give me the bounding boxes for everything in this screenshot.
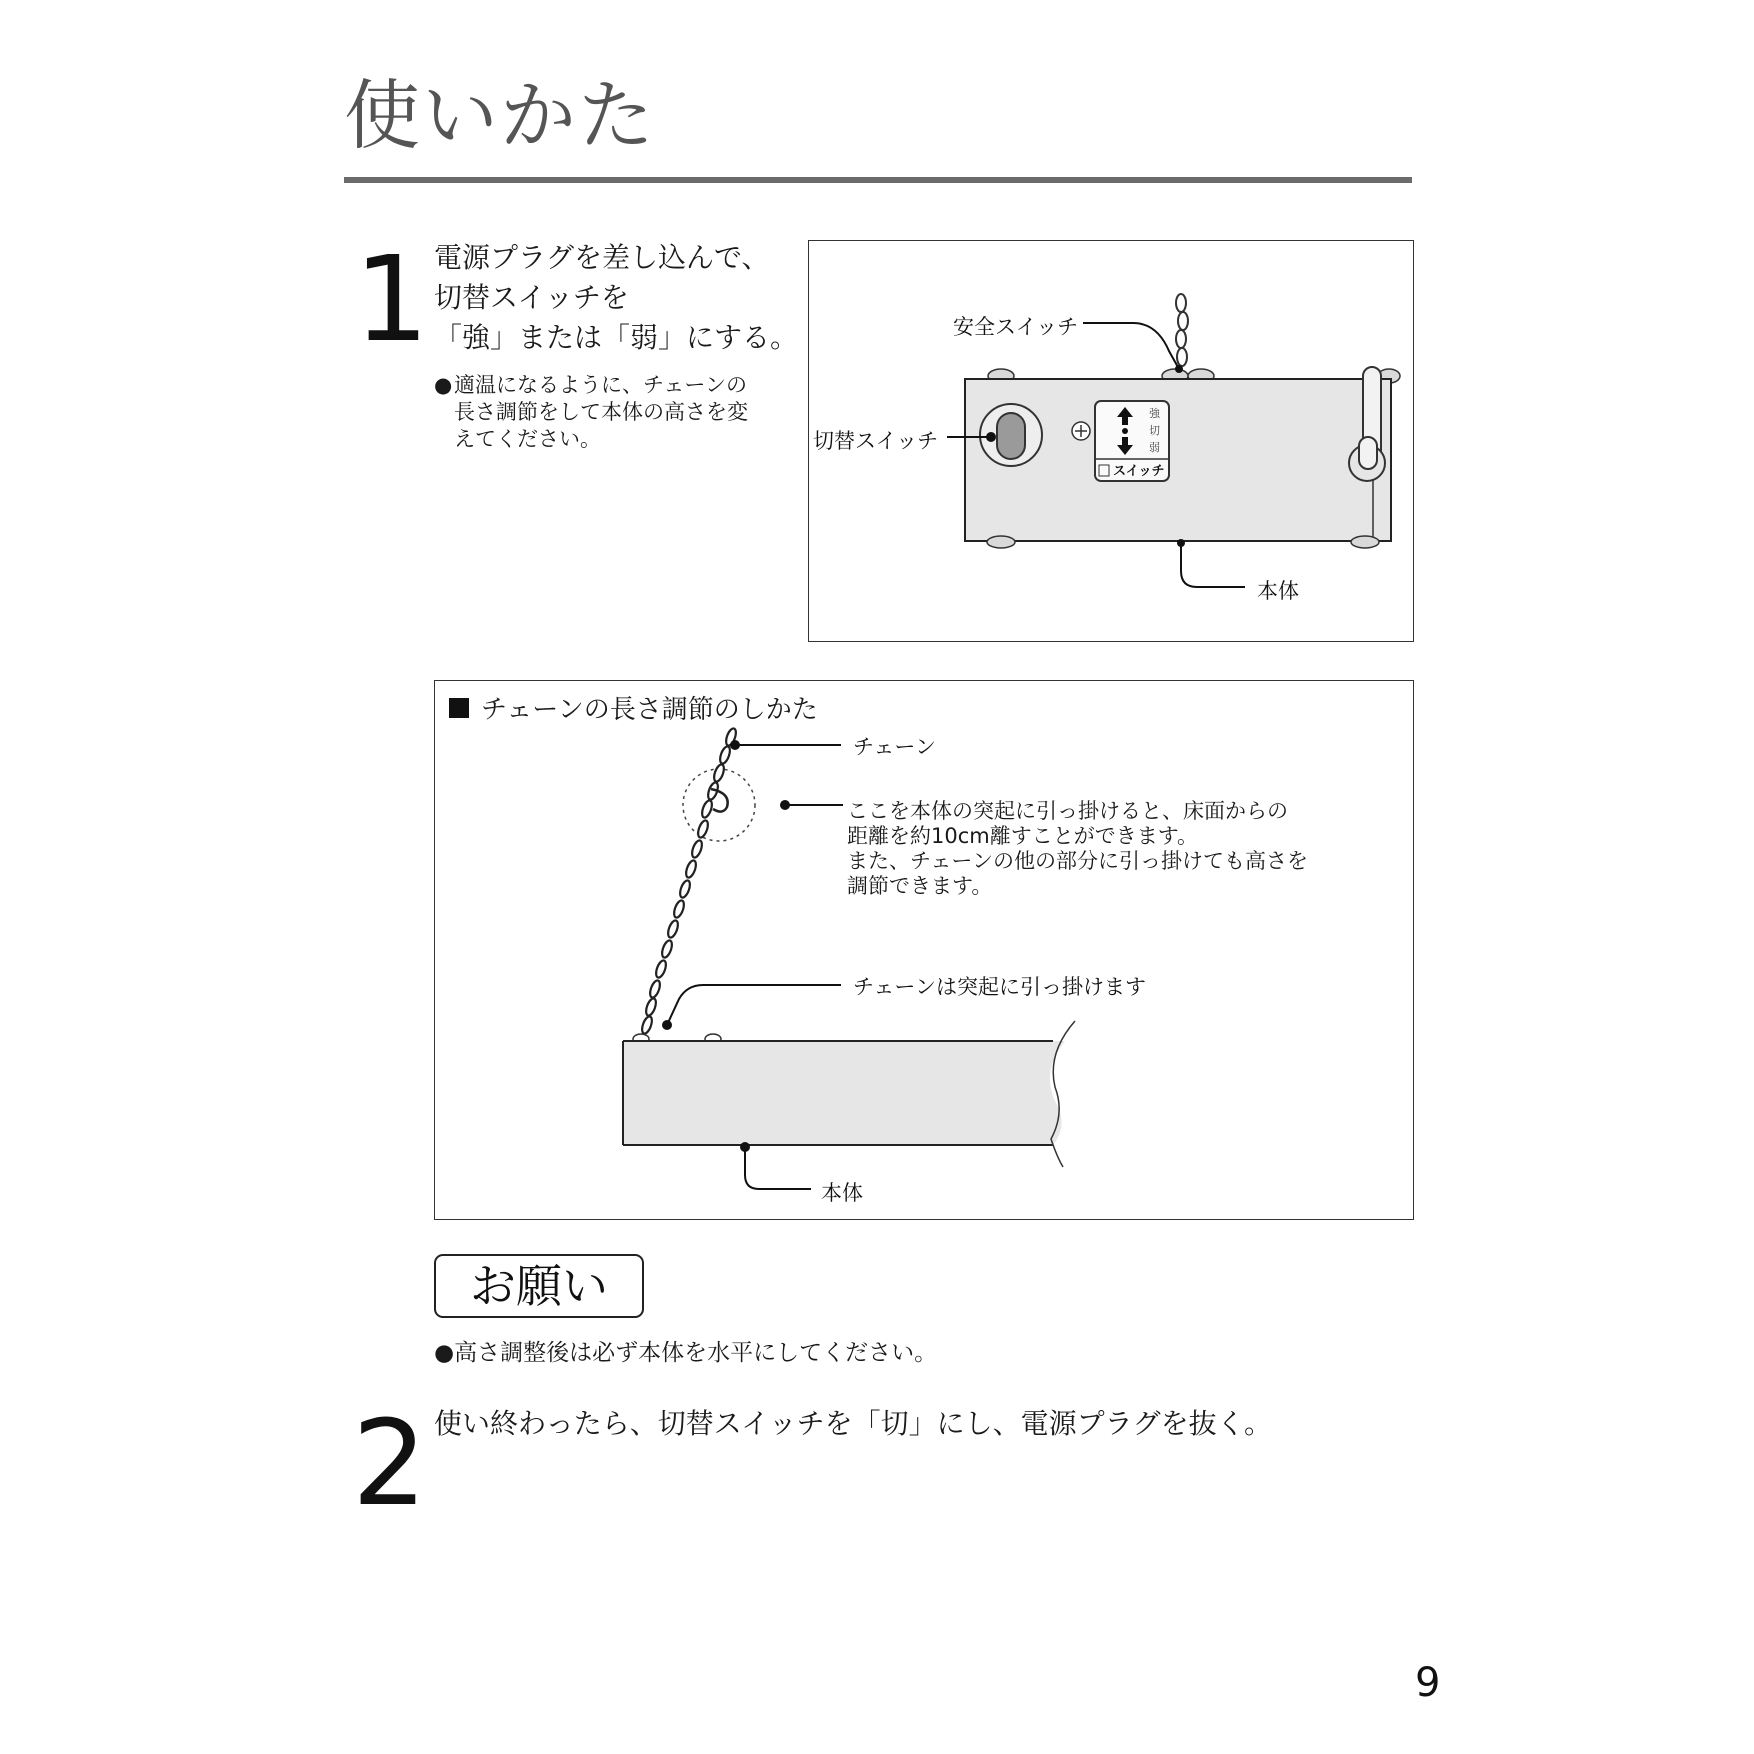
step-1-note-line: 長さ調節をして本体の高さを変 [454, 400, 748, 424]
step-2-number: 2 [352, 1394, 428, 1532]
plate-weak-label: 弱 [1149, 441, 1160, 454]
page-title: 使いかた [344, 71, 656, 160]
hook-note-line: また、チェーンの他の部分に引っ掛けても高さを [847, 849, 1308, 873]
knob-icon [997, 413, 1025, 459]
body-label-2: 本体 [821, 1181, 863, 1205]
plate-off-label: 切 [1149, 424, 1160, 437]
step-2-text: 使い終わったら、切替スイッチを「切」にし、電源プラグを抜く。 [434, 1407, 1273, 1440]
hook-note [847, 799, 1308, 899]
safety-switch-label: 安全スイッチ [953, 315, 1079, 339]
request-note [434, 1334, 937, 1367]
step-1-number: 1 [354, 230, 430, 368]
step-1-heading-line: 電源プラグを差し込んで、 [434, 241, 770, 274]
request-heading: お願い [434, 1254, 644, 1318]
chain-adjust-title-text: チェーンの長さ調節のしかた [481, 695, 818, 725]
plate-switch-label: スイッチ [1113, 464, 1165, 479]
step-1-heading [434, 238, 798, 358]
hook-note-line: 距離を約10cm離すことができます。 [847, 824, 1199, 848]
page-number: 9 [1415, 1660, 1441, 1706]
bullet-icon: ● [434, 373, 453, 397]
chain-label: チェーン [853, 735, 936, 759]
request-note-text: 高さ調整後は必ず本体を水平にしてください。 [454, 1340, 938, 1366]
plate-strong-label: 強 [1149, 407, 1160, 420]
hook-on-label: チェーンは突起に引っ掛けます [853, 975, 1146, 999]
chain-adjust-illustration [435, 681, 1413, 1219]
step-1-note [434, 372, 794, 453]
hook-note-line: ここを本体の突起に引っ掛けると、床面からの [847, 799, 1288, 823]
step-1-note-line: 適温になるように、チェーンの [454, 373, 747, 397]
hook-note-line: 調節できます。 [847, 874, 993, 898]
body-label: 本体 [1257, 579, 1299, 603]
title-divider [344, 177, 1412, 183]
step-1-note-line: えてください。 [454, 427, 601, 451]
heater-front-figure [808, 240, 1414, 642]
chain-top-icon [1176, 294, 1188, 366]
chain-adjust-figure [434, 680, 1414, 1220]
step-1-heading-line: 「強」または「弱」にする。 [434, 321, 799, 354]
selector-switch-label: 切替スイッチ [813, 429, 939, 453]
step-1-heading-line: 切替スイッチを [434, 281, 629, 314]
body-shape [623, 1041, 1065, 1145]
bullet-icon: ● [434, 1340, 455, 1366]
